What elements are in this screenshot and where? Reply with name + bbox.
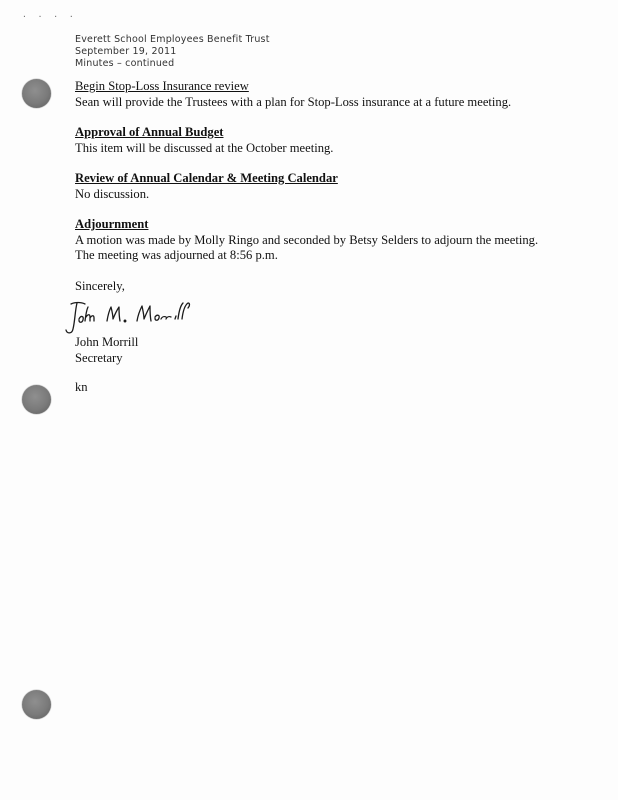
section-text: The meeting was adjourned at 8:56 p.m.	[75, 248, 278, 262]
closing-block	[75, 279, 595, 396]
header-date: September 19, 2011	[75, 46, 177, 57]
section-text: A motion was made by Molly Ringo and seconded by Betsy Selders to adjourn the meeting.	[75, 232, 539, 247]
section-adjournment	[75, 217, 595, 264]
section-heading: Approval of Annual Budget	[75, 125, 224, 139]
punch-hole-top	[22, 79, 51, 108]
section-heading: Begin Stop-Loss Insurance review	[75, 79, 249, 93]
header-organization: Everett School Employees Benefit Trust	[75, 34, 270, 45]
signer-title: Secretary	[75, 350, 123, 365]
section-text: Sean will provide the Trustees with a plan for Stop-Loss insurance at a future meeting.	[75, 94, 512, 109]
section-stop-loss	[75, 79, 595, 110]
punch-hole-middle	[22, 385, 51, 414]
minutes-body	[75, 79, 595, 396]
section-text: No discussion.	[75, 186, 150, 201]
typist-initials: kn	[75, 380, 88, 394]
header-continued: Minutes – continued	[75, 58, 175, 69]
section-budget	[75, 125, 595, 156]
section-heading: Adjournment	[75, 217, 149, 231]
section-text: This item will be discussed at the October meeting.	[75, 140, 334, 155]
running-header	[75, 34, 270, 70]
section-heading: Review of Annual Calendar & Meeting Calendar	[75, 171, 338, 185]
scan-artifact: · · · ·	[22, 12, 77, 21]
signer-name: John Morrill	[75, 335, 139, 349]
punch-hole-bottom	[22, 690, 51, 719]
handwritten-signature	[63, 299, 595, 335]
signature-drawing	[63, 299, 203, 337]
salutation: Sincerely,	[75, 278, 125, 293]
section-calendar	[75, 171, 595, 202]
